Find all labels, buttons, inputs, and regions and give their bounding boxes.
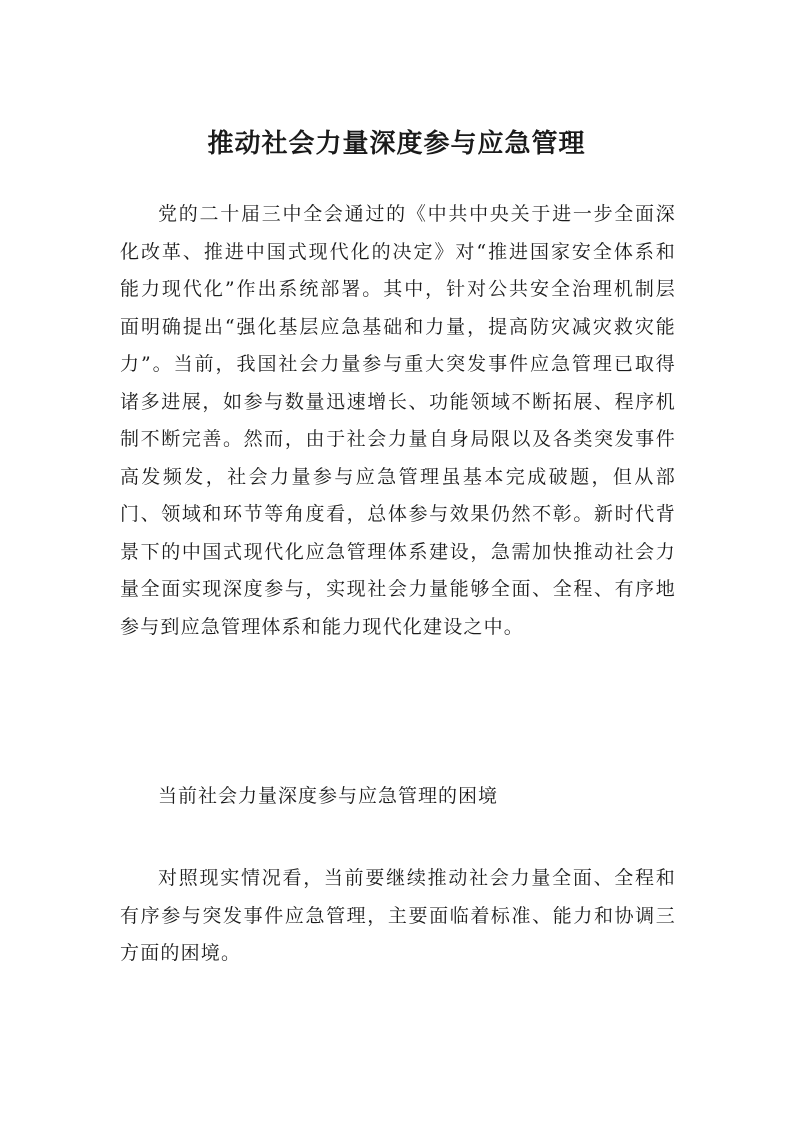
section-paragraph: 对照现实情况看，当前要继续推动社会力量全面、全程和有序参与突发事件应急管理，主要面临着标准、能力和协调三方面的困境。 — [120, 867, 676, 964]
intro-paragraph: 党的二十届三中全会通过的《中共中央关于进一步全面深化改革、推进中国式现代化的决定》对“推进国家安全体系和能力现代化”作出系统部署。其中，针对公共安全治理机制层面明确提出“强化基层应急基础和力量，提高防灾减灾救灾能力”。当前，我国社会力量参与重大突发事件应急管理已取得诸多进展，如参与数量迅速增长、功能领域不断拓展、程序机制不断完善。然而，由于社会力量自身局限以及各类突发事件高发频发，社会力量参与应急管理虽基本完成破题，但从部门、领域和环节等角度看，总体参与效果仍然不彰。新时代背景下的中国式现代化应急管理体系建设，急需加快推动社会力量全面实现深度参与，实现社会力量能够全面、全程、有序地参与到应急管理体系和能力现代化建设之中。 — [120, 203, 676, 638]
document-title: 推动社会力量深度参与应急管理 — [207, 129, 586, 159]
section-heading: 当前社会力量深度参与应急管理的困境 — [158, 785, 499, 807]
